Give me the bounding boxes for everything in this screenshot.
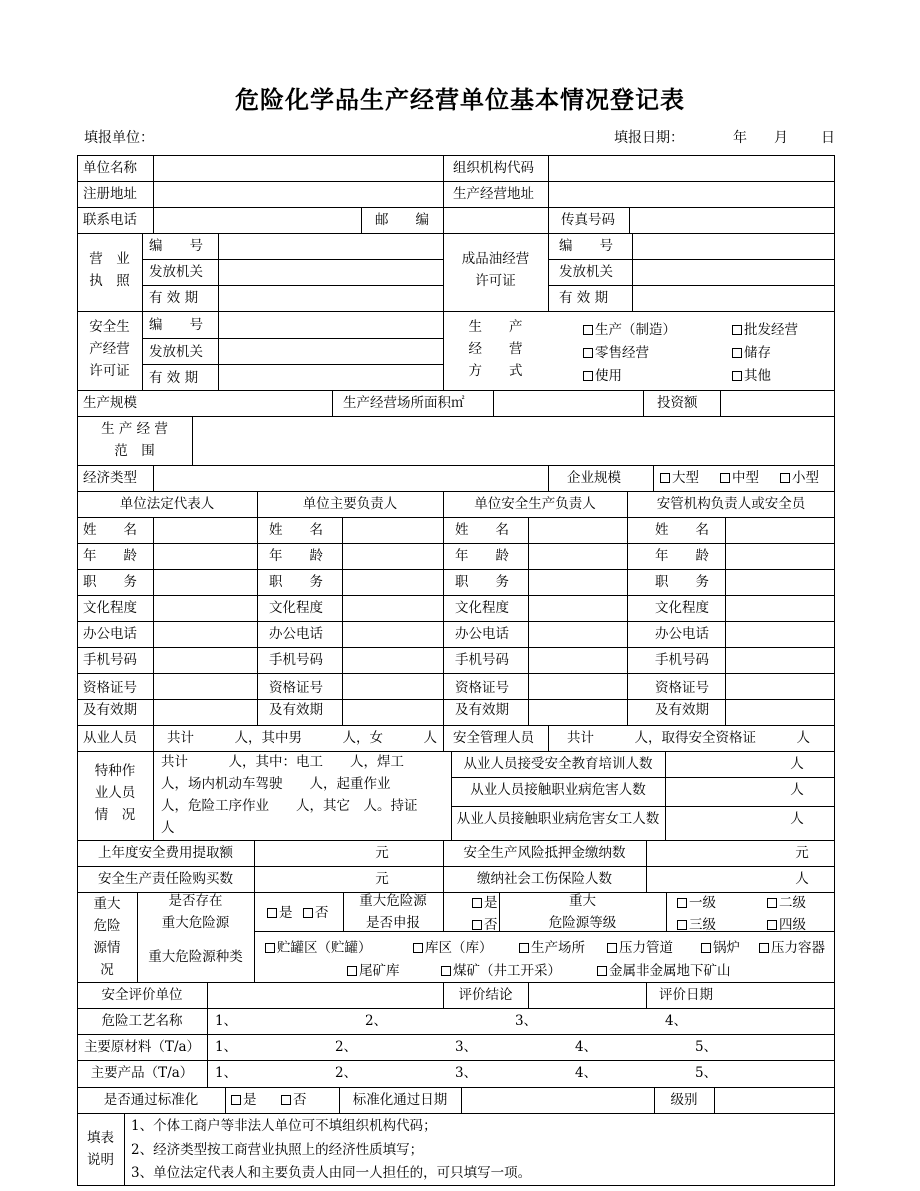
person-post-4: 职 务 (655, 574, 709, 590)
label-safety-issuer: 发放机关 (149, 344, 203, 360)
person-mobile-1: 手机号码 (83, 652, 137, 668)
label-safety-managers: 安全管理人员 (453, 730, 534, 746)
checkbox-icon[interactable] (720, 473, 730, 483)
label-oil-validity: 有 效 期 (559, 290, 609, 306)
type-tailings[interactable]: 尾矿库 (347, 960, 400, 982)
label-major-hazard: 重大 危险 源情 况 (93, 896, 121, 978)
unit-exposed-female: 人 (790, 811, 804, 827)
entry-1-1: 1、 (215, 1013, 238, 1029)
mode-other[interactable]: 其他 (732, 365, 771, 387)
entry-3-4: 4、 (575, 1065, 598, 1081)
person-mobile-3: 手机号码 (455, 652, 509, 668)
person-name-2: 姓 名 (269, 522, 323, 538)
label-liability-insurance: 安全生产责任险购买数 (98, 871, 233, 887)
mode-retail[interactable]: 零售经营 (583, 342, 649, 364)
person-office_tel-2: 办公电话 (269, 626, 323, 642)
note-2: 2、经济类型按工商营业执照上的经济性质填写； (131, 1142, 424, 1158)
checkbox-icon[interactable] (660, 473, 670, 483)
hazard-exists-no[interactable]: 否 (303, 902, 329, 924)
label-notes: 填表 说明 (87, 1130, 114, 1168)
date-month: 月 (774, 130, 788, 146)
type-underground-mine[interactable]: 金属非金属地下矿山 (597, 960, 731, 982)
label-oil-number: 编 号 (559, 238, 613, 254)
mode-use[interactable]: 使用 (583, 365, 622, 387)
label-production-mode: 生 产 经 营 方 式 (468, 319, 523, 379)
label-hazard-process: 危险工艺名称 (101, 1013, 183, 1029)
person-post-3: 职 务 (455, 574, 509, 590)
label-safety-validity: 有 效 期 (149, 370, 199, 386)
standard-no[interactable]: 否 (281, 1089, 307, 1111)
checkbox-icon[interactable] (767, 898, 777, 908)
person-cert-1: 资格证号 及有效期 (83, 680, 137, 718)
label-org-code: 组织机构代码 (453, 160, 534, 176)
checkbox-icon[interactable] (677, 920, 687, 930)
label-safety-permit: 安全生 产经营 许可证 (89, 319, 130, 379)
person-office_tel-4: 办公电话 (655, 626, 709, 642)
scale-small[interactable]: 小型 (780, 467, 819, 489)
person-edu-1: 文化程度 (83, 600, 137, 616)
label-exposed-count: 从业人员接触职业病危害人数 (470, 782, 646, 798)
label-standardization: 是否通过标准化 (103, 1092, 199, 1108)
label-exposed-female: 从业人员接触职业病危害女工人数 (456, 811, 660, 827)
checkbox-icon[interactable] (472, 898, 482, 908)
entry-2-4: 4、 (575, 1039, 598, 1055)
label-hazard-reported: 重大危险源 是否申报 (359, 893, 427, 931)
person-office_tel-1: 办公电话 (83, 626, 137, 642)
date-year: 年 (733, 130, 747, 146)
person-name-3: 姓 名 (455, 522, 509, 538)
label-phone: 联系电话 (83, 212, 137, 228)
checkbox-icon[interactable] (677, 898, 687, 908)
person-mobile-4: 手机号码 (655, 652, 709, 668)
person-mobile-2: 手机号码 (269, 652, 323, 668)
header-main-head: 单位主要负责人 (302, 496, 398, 512)
label-level: 级别 (670, 1092, 698, 1108)
label-workplace-area: 生产经营场所面积㎡ (343, 395, 465, 411)
person-age-4: 年 龄 (655, 548, 709, 564)
label-staff: 从业人员 (83, 730, 137, 746)
fill-unit-label: 填报单位： (84, 130, 154, 146)
note-3: 3、单位法定代表人和主要负责人由同一人担任的，可只填写一项。 (131, 1165, 532, 1181)
label-unit-name: 单位名称 (83, 160, 137, 176)
person-edu-4: 文化程度 (655, 600, 709, 616)
unit-risk-deposit: 元 (795, 845, 809, 861)
person-age-2: 年 龄 (269, 548, 323, 564)
checkbox-icon[interactable] (583, 371, 593, 381)
header-safety-head: 单位安全生产负责人 (474, 496, 596, 512)
checkbox-icon[interactable] (519, 943, 529, 953)
label-eval-date: 评价日期 (659, 987, 713, 1003)
type-boiler[interactable]: 锅炉 (701, 937, 740, 959)
mode-storage[interactable]: 储存 (732, 342, 771, 364)
checkbox-icon[interactable] (732, 371, 742, 381)
registration-form (77, 155, 835, 1186)
checkbox-icon[interactable] (303, 908, 313, 918)
label-production-scale: 生产规模 (83, 395, 137, 411)
person-age-3: 年 龄 (455, 548, 509, 564)
checkbox-icon[interactable] (583, 348, 593, 358)
checkbox-icon[interactable] (732, 348, 742, 358)
entry-3-2: 2、 (335, 1065, 358, 1081)
mode-wholesale[interactable]: 批发经营 (732, 319, 798, 341)
person-cert-2: 资格证号 及有效期 (269, 680, 323, 718)
label-special-workers: 特种作 业人员 情 况 (94, 763, 136, 823)
label-business-license: 营 业 执 照 (89, 251, 130, 289)
page-title: 危险化学品生产经营单位基本情况登记表 (235, 86, 685, 114)
unit-insurance: 元 (375, 871, 389, 887)
type-pressure-pipe[interactable]: 压力管道 (607, 937, 673, 959)
label-postcode: 邮 编 (375, 212, 429, 228)
hazard-reported-yes[interactable]: 是 (472, 892, 498, 914)
label-trained-count: 从业人员接受安全教育培训人数 (463, 756, 653, 772)
person-edu-2: 文化程度 (269, 600, 323, 616)
label-biz-number: 编 号 (149, 238, 203, 254)
entry-1-3: 3、 (515, 1013, 538, 1029)
unit-safety-fee: 元 (375, 845, 389, 861)
type-warehouse[interactable]: 库区（库） (413, 937, 493, 959)
person-age-1: 年 龄 (83, 548, 137, 564)
label-hazard-exists: 是否存在 重大危险源 (161, 893, 230, 931)
grade-3[interactable]: 三级 (677, 914, 716, 936)
label-fax: 传真号码 (561, 212, 615, 228)
mode-production[interactable]: 生产（制造） (583, 319, 676, 341)
label-hazard-types: 重大危险源种类 (148, 949, 243, 965)
header-safety-officer: 安管机构负责人或安全员 (656, 496, 806, 512)
unit-social-insurance: 人 (795, 871, 809, 887)
label-safety-fee: 上年度安全费用提取额 (98, 845, 233, 861)
person-cert-3: 资格证号 及有效期 (455, 680, 509, 718)
checkbox-icon[interactable] (583, 325, 593, 335)
label-investment: 投资额 (657, 395, 698, 411)
label-eval-result: 评价结论 (458, 987, 513, 1003)
checkbox-icon[interactable] (780, 473, 790, 483)
label-business-scope: 生 产 经 营 范 围 (101, 421, 168, 459)
checkbox-icon[interactable] (265, 943, 275, 953)
checkbox-icon[interactable] (413, 943, 423, 953)
checkbox-icon[interactable] (267, 908, 277, 918)
entry-2-5: 5、 (695, 1039, 718, 1055)
label-risk-deposit: 安全生产风险抵押金缴纳数 (463, 845, 626, 861)
entry-2-1: 1、 (215, 1039, 238, 1055)
fill-date-label: 填报日期： (614, 130, 684, 146)
checkbox-icon[interactable] (759, 943, 769, 953)
type-pressure-vessel[interactable]: 压力容器 (759, 937, 825, 959)
label-std-date: 标准化通过日期 (352, 1092, 448, 1108)
checkbox-icon[interactable] (597, 966, 607, 976)
label-oil-permit: 成品油经营 许可证 (461, 251, 530, 289)
label-reg-addr: 注册地址 (83, 186, 137, 202)
grade-4[interactable]: 四级 (767, 914, 806, 936)
header-legal-rep: 单位法定代表人 (119, 496, 215, 512)
person-office_tel-3: 办公电话 (455, 626, 509, 642)
person-post-2: 职 务 (269, 574, 323, 590)
label-main-products: 主要产品（T/a） (90, 1065, 194, 1081)
scale-large[interactable]: 大型 (660, 467, 699, 489)
person-name-1: 姓 名 (83, 522, 137, 538)
grade-1[interactable]: 一级 (677, 892, 716, 914)
checkbox-icon[interactable] (607, 943, 617, 953)
type-tank-area[interactable]: 贮罐区（贮罐） (265, 937, 372, 959)
note-1: 1、个体工商户等非法人单位可不填组织机构代码； (131, 1118, 437, 1134)
entry-2-3: 3、 (455, 1039, 478, 1055)
entry-1-2: 2、 (365, 1013, 388, 1029)
checkbox-icon[interactable] (767, 920, 777, 930)
checkbox-icon[interactable] (701, 943, 711, 953)
label-biz-validity: 有 效 期 (149, 290, 199, 306)
person-name-4: 姓 名 (655, 522, 709, 538)
label-hazard-grade: 重大 危险源等级 (548, 893, 617, 931)
label-social-insurance: 缴纳社会工伤保险人数 (477, 871, 612, 887)
hazard-exists-yes[interactable]: 是 (267, 902, 293, 924)
type-coal-mine[interactable]: 煤矿（井工开采） (441, 960, 561, 982)
checkbox-icon[interactable] (472, 920, 482, 930)
special-workers-text: 共计 人，其中：电工 人，焊工 人，场内机动车驾驶 人，起重作业 人，危险工序作业 人，其它 人。持证 人 (161, 754, 418, 836)
person-post-1: 职 务 (83, 574, 137, 590)
label-safety-number: 编 号 (149, 317, 203, 333)
safety-managers-text: 共计 人，取得安全资格证 人 (567, 730, 810, 746)
grade-2[interactable]: 二级 (767, 892, 806, 914)
date-day: 日 (821, 130, 835, 146)
unit-trained: 人 (790, 756, 804, 772)
checkbox-icon[interactable] (441, 966, 451, 976)
type-production-site[interactable]: 生产场所 (519, 937, 585, 959)
label-oil-issuer: 发放机关 (559, 264, 613, 280)
entry-3-5: 5、 (695, 1065, 718, 1081)
entry-3-3: 3、 (455, 1065, 478, 1081)
label-raw-materials: 主要原材料（T/a） (83, 1039, 201, 1055)
label-enterprise-scale: 企业规模 (567, 470, 621, 486)
label-eval-unit: 安全评价单位 (101, 987, 183, 1003)
hazard-reported-no[interactable]: 否 (472, 914, 498, 936)
person-cert-4: 资格证号 及有效期 (655, 680, 709, 718)
scale-medium[interactable]: 中型 (720, 467, 759, 489)
entry-3-1: 1、 (215, 1065, 238, 1081)
label-biz-issuer: 发放机关 (149, 264, 203, 280)
standard-yes[interactable]: 是 (231, 1089, 257, 1111)
label-prod-addr: 生产经营地址 (453, 186, 534, 202)
person-edu-3: 文化程度 (455, 600, 509, 616)
checkbox-icon[interactable] (231, 1095, 241, 1105)
label-economic-type: 经济类型 (83, 470, 137, 486)
unit-exposed: 人 (790, 782, 804, 798)
checkbox-icon[interactable] (347, 966, 357, 976)
entry-2-2: 2、 (335, 1039, 358, 1055)
staff-total-text: 共计 人，其中男 人，女 人 (167, 730, 437, 746)
entry-1-4: 4、 (665, 1013, 688, 1029)
checkbox-icon[interactable] (281, 1095, 291, 1105)
checkbox-icon[interactable] (732, 325, 742, 335)
